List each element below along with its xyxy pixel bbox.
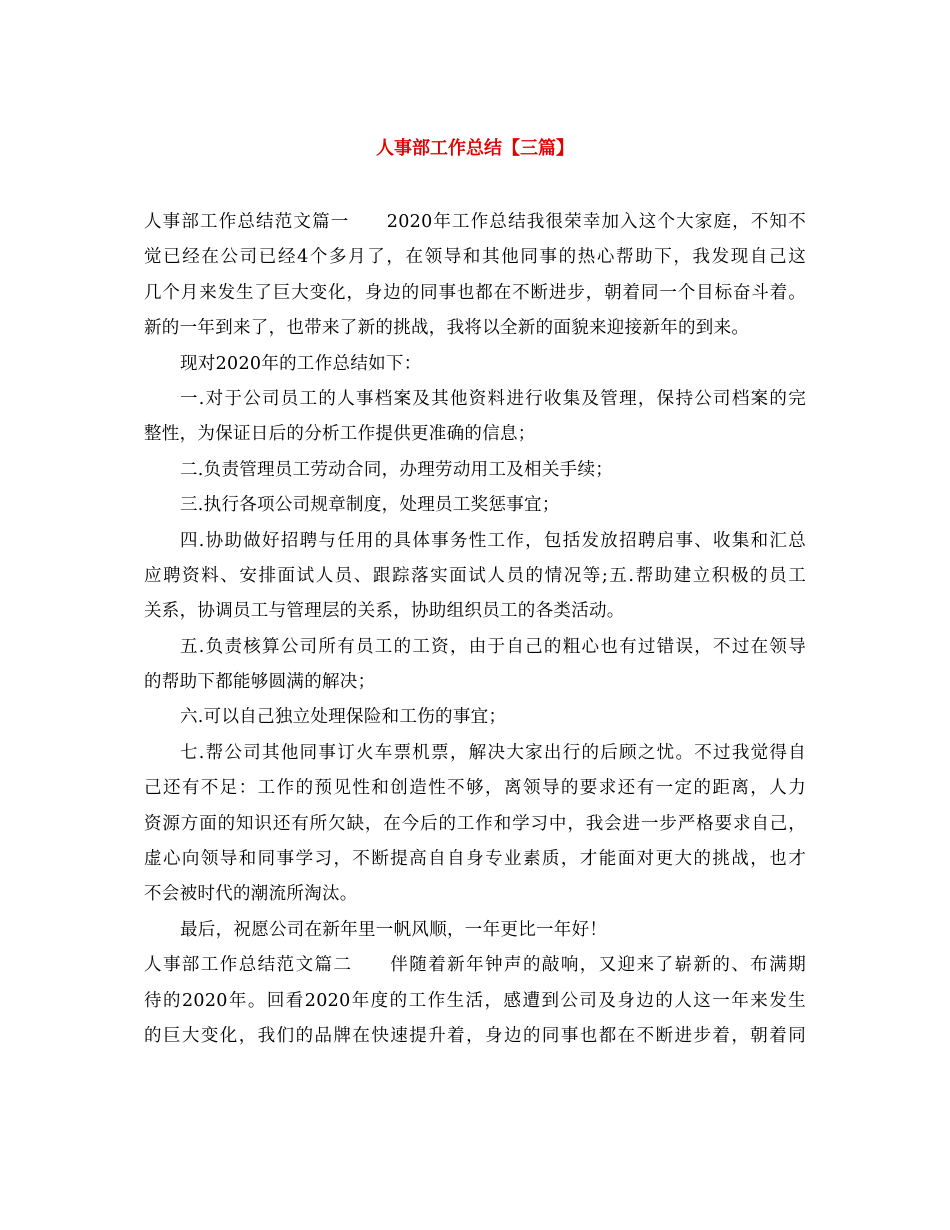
text-line: 人事部工作总结范文篇一 2020年工作总结我很荣幸加入这个大家庭，不知不: [144, 212, 806, 232]
text-line: 新的一年到来了，也带来了新的挑战，我将以全新的面貌来迎接新年的到来。: [144, 318, 750, 339]
text-line: 二.负责管理员工劳动合同，办理劳动用工及相关手续；: [180, 459, 614, 480]
text-line: 应聘资料、安排面试人员、跟踪落实面试人员的情况等;五.帮助建立积极的员工: [144, 565, 806, 586]
text-line: 七.帮公司其他同事订火车票机票，解决大家出行的后顾之忧。不过我觉得自: [180, 742, 806, 763]
text-line: 资源方面的知识还有所欠缺，在今后的工作和学习中，我会进一步严格要求自己，: [144, 813, 806, 834]
text-line: 几个月来发生了巨大变化，身边的同事也都在不断进步，朝着同一个目标奋斗着。: [144, 282, 806, 303]
document-title: 人事部工作总结【三篇】: [376, 138, 574, 159]
text-line: 关系，协调员工与管理层的关系，协助组织员工的各类活动。: [144, 601, 625, 622]
text-line: 不会被时代的潮流所淘汰。: [144, 884, 358, 905]
document-body: [144, 205, 806, 1054]
text-line: 的帮助下都能够圆满的解决；: [144, 672, 376, 693]
text-line: 虚心向领导和同事学习，不断提高自自身专业素质，才能面对更大的挑战，也才: [144, 849, 806, 870]
text-line: 己还有不足：工作的预见性和创造性不够，离领导的要求还有一定的距离，人力: [144, 778, 806, 799]
text-line: 三.执行各项公司规章制度，处理员工奖惩事宜；: [180, 495, 560, 516]
text-line: 觉已经在公司已经4个多月了，在领导和其他同事的热心帮助下，我发现自己这: [144, 247, 806, 268]
text-line: 六.可以自己独立处理保险和工伤的事宜；: [180, 707, 507, 728]
text-line: 人事部工作总结范文篇二 伴随着新年钟声的敲响，又迎来了崭新的、布满期: [144, 955, 806, 976]
text-line: 现对2020年的工作总结如下：: [180, 353, 422, 374]
text-line: 一.对于公司员工的人事档案及其他资料进行收集及管理，保持公司档案的完: [180, 388, 806, 409]
text-line: 四.协助做好招聘与任用的具体事务性工作，包括发放招聘启事、收集和汇总: [180, 530, 806, 551]
text-line: 待的2020年。回看2020年度的工作生活，感遭到公司及身边的人这一年来发生: [144, 990, 806, 1011]
text-line: 整性，为保证日后的分析工作提供更准确的信息；: [144, 424, 536, 445]
text-line: 的巨大变化，我们的品牌在快速提升着，身边的同事也都在不断进步着，朝着同: [144, 1025, 806, 1046]
text-line: 五.负责核算公司所有员工的工资，由于自己的粗心也有过错误，不过在领导: [180, 636, 806, 657]
text-line: 最后，祝愿公司在新年里一帆风顺，一年更比一年好！: [180, 919, 608, 940]
